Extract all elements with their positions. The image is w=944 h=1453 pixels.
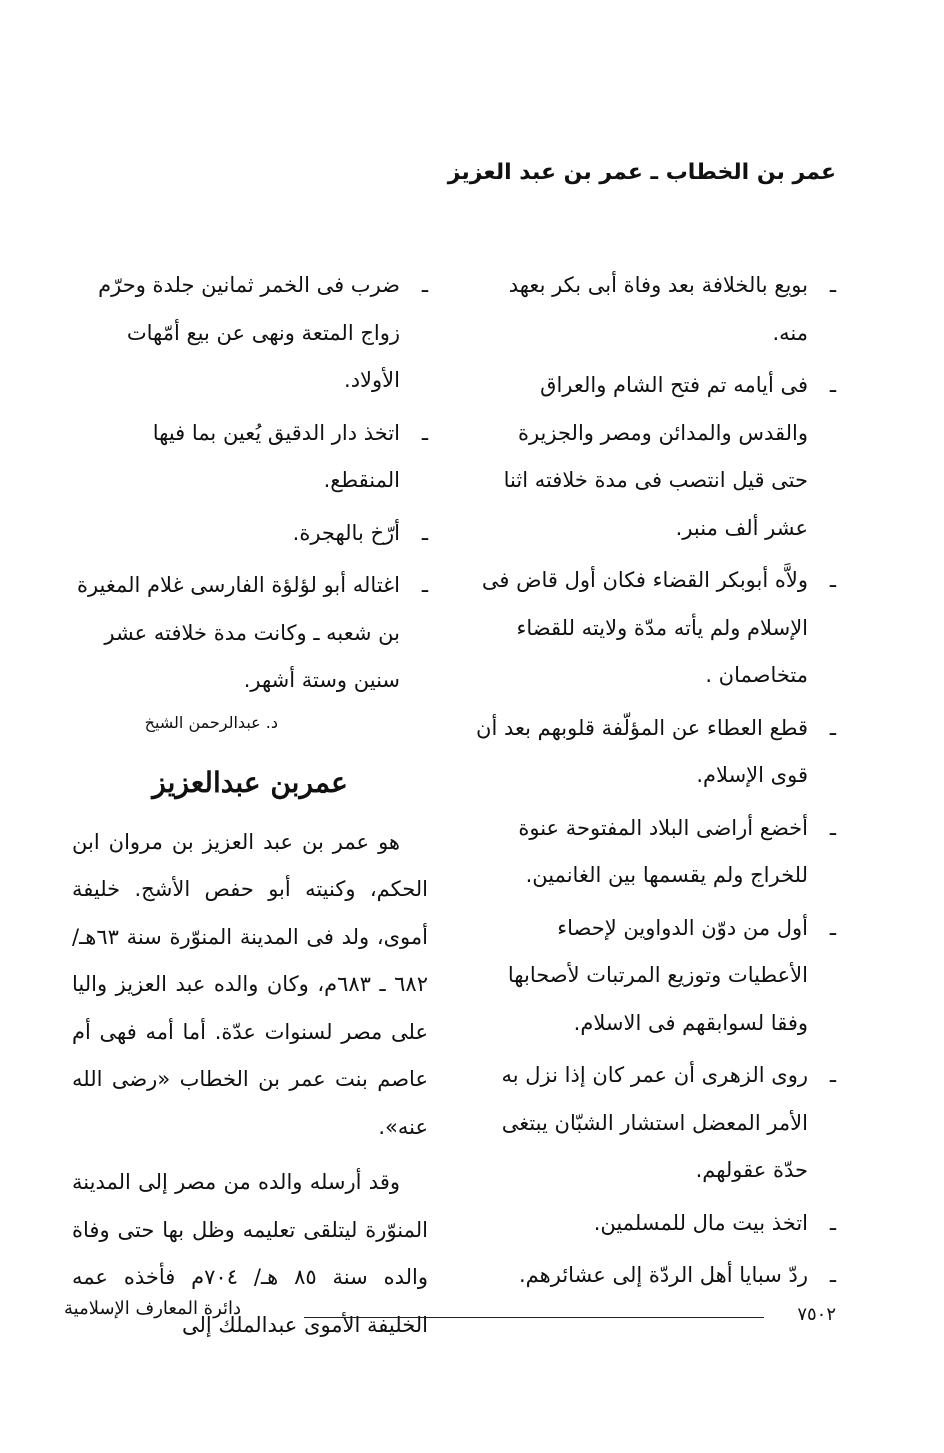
list-item [476,1052,836,1195]
bullet-dash: ـ [829,568,836,592]
list-item-text: روى الزهرى أن عمر كان إذا نزل به الأمر المعضل استشار الشبّان يبتغى حدّة عقولهم. [501,1063,808,1182]
list-item [476,362,836,552]
bullet-dash: ـ [829,1210,836,1235]
list-item [476,557,836,700]
list-item [72,562,428,705]
bullet-dash: ـ [829,1063,836,1087]
bullet-dash: ـ [421,573,428,597]
list-item [476,1252,836,1300]
bullet-dash: ـ [829,815,836,840]
bullet-dash: ـ [421,273,428,297]
list-item-text: ولاَّه أبوبكر القضاء فكان أول قاض فى الإسلام ولم يأته مدّة ولايته للقضاء متخاصمان . [481,568,808,687]
bullet-dash: ـ [421,520,428,545]
list-item-text: ردّ سبايا أهل الردّة إلى عشائرهم. [519,1263,808,1287]
list-item [476,1200,836,1248]
running-title: عمر بن الخطاب ـ عمر بن عبد العزيز [447,160,836,185]
list-item-text: أرّخ بالهجرة. [292,520,400,545]
page-number: ٧٥٠٢ [797,1304,836,1325]
list-item-text: اغتاله أبو لؤلؤة الفارسى غلام المغيرة بن شعبه ـ وكانت مدة خلافته عشر سنين وستة أشهر. [76,573,400,692]
list-item [72,510,428,558]
list-item-text: فى أيامه تم فتح الشام والعراق والقدس والمدائن ومصر والجزيرة حتى قيل انتصب فى مدة خلافته اثنا عشر ألف منبر. [503,373,808,540]
list-item-text: بويع بالخلافة بعد وفاة أبى بكر بعهد منه. [508,273,808,345]
list-item [476,705,836,800]
footer-rule [304,1317,764,1318]
list-item-text: ضرب فى الخمر ثمانين جلدة وحرّم زواج المتعة ونهى عن بيع أمّهات الأولاد. [98,273,400,392]
bullet-dash: ـ [829,273,836,297]
list-item-text: أخضع أراضى البلاد المفتوحة عنوة للخراج ولم يقسمها بين الغانمين. [518,815,808,887]
list-item [72,410,428,505]
list-item-text: قطع العطاء عن المؤلّفة قلوبهم بعد أن قوى الإسلام. [476,715,808,787]
list-item [476,905,836,1048]
list-item [476,262,836,357]
page-footer [64,1298,836,1328]
body-paragraph: وقد أرسله والده من مصر إلى المدينة المنوّرة ليتلقى تعليمه وظل بها حتى وفاة والده سنة ٨٥ هـ/ ٧٠٤م فأخذه عمه الخليفة الأموى عبدالملك إلى [72,1170,428,1337]
bullet-dash: ـ [829,915,836,940]
author-signature: د. عبدالرحمن الشيخ [144,712,278,732]
list-item-text: أول من دوّن الدواوين لإحصاء الأعطيات وتوزيع المرتبات لأصحابها وفقا لسوابقهم فى الاسلام. [507,915,808,1035]
bullet-dash: ـ [829,373,836,397]
bullet-dash: ـ [421,420,428,445]
list-item-text: اتخذ دار الدقيق يُعين بما فيها المنقطع. [152,420,400,492]
left-column [72,262,428,1349]
list-item [476,805,836,900]
list-item-text: اتخذ بيت مال للمسلمين. [593,1210,808,1235]
section-title: عمربن عبدالعزيز [152,765,348,799]
list-item [72,262,428,405]
right-column [476,262,836,1300]
bullet-dash: ـ [829,715,836,740]
body-paragraph: هو عمر بن عبد العزيز بن مروان ابن الحكم، وكنيته أبو حفص الأشج. خليفة أموى، ولد فى المدينة المنوّرة سنة ٦٣هـ/ ٦٨٢ ـ ٦٨٣م، وكان والده عبد العزيز واليا على مصر لسنوات عدّة. أما أمه فهى أم عاصم بنت عمر بن الخطاب «رضى الله عنه». [72,829,428,1139]
publication-name: دائرة المعارف الإسلامية [64,1298,242,1319]
bullet-dash: ـ [829,1263,836,1287]
